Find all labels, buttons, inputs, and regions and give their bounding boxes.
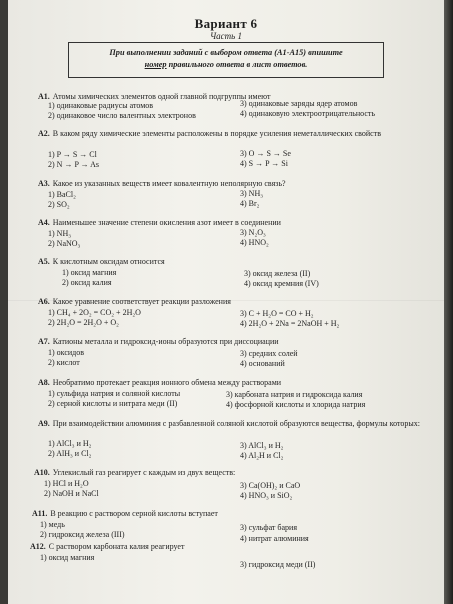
instruction-line-1: При выполнении заданий с выбором ответа (А1-А15) впишите (109, 48, 343, 57)
answer-option: 1) медь (40, 520, 65, 529)
worksheet-page (8, 0, 444, 604)
question-a3-text: А3. Какое из указанных веществ имеет ковалентную неполярную связь? (38, 179, 286, 188)
answer-option: 2) кислот (48, 358, 80, 367)
question-a10-text: А10. Углекислый газ реагирует с каждым из двух веществ: (34, 468, 236, 477)
answer-option: 4) одинаковую электроотрицательность (240, 109, 376, 118)
answer-option: 4) оснований (240, 359, 285, 368)
answer-option: 2) N → P → As (48, 160, 100, 169)
question-number: А10. (34, 468, 50, 477)
question-number: А5. (38, 257, 50, 266)
answer-option: 4) HNO₃ и SiO₂ (240, 491, 293, 500)
instruction-line-2 (69, 59, 383, 71)
answer-option: 1) оксид магния (40, 553, 95, 562)
part-subtitle: Часть 1 (209, 31, 243, 41)
answer-option: 4) оксид кремния (IV) (244, 279, 319, 288)
answer-option: 3) одинаковые заряды ядер атомов (240, 99, 358, 108)
answer-option: 4) Br₂ (240, 199, 260, 208)
question-a2-text: А2. В каком ряду химические элементы расположены в порядке усиления неметаллических свойств (38, 129, 381, 138)
answer-option: 1) сульфида натрия и соляной кислоты (48, 389, 181, 398)
answer-option: 2) NaNO₃ (48, 239, 81, 248)
answer-option: 3) оксид железа (II) (244, 269, 311, 278)
instruction-box (68, 42, 384, 78)
answer-option: 3) сульфат бария (240, 523, 298, 532)
background-shadow (444, 0, 453, 604)
question-a9-text: А9. При взаимодействии алюминия с разбавленной соляной кислотой образуются вещества, формулы которых: (38, 419, 420, 428)
answer-option: 4) фосфорной кислоты и хлорида натрия (226, 400, 366, 409)
answer-option: 3) Ca(OH)₂ и CaO (240, 481, 301, 490)
answer-option: 4) HNO₂ (240, 238, 269, 247)
answer-option: 3) N₂O₃ (240, 228, 266, 237)
answer-option: 4) S → P → Si (240, 159, 288, 168)
question-number: А8. (38, 378, 50, 387)
answer-option: 2) оксид калия (62, 278, 112, 287)
question-a11-text: А11. В реакцию с раствором серной кислоты вступает (32, 509, 218, 518)
question-number: А3. (38, 179, 50, 188)
question-number: А7. (38, 337, 50, 346)
question-number: А2. (38, 129, 50, 138)
question-number: А6. (38, 297, 50, 306)
instruction-underlined-word: номер (144, 60, 167, 69)
question-number: А1. (38, 92, 50, 101)
answer-option: 1) CH₄ + 2O₂ = CO₂ + 2H₂O (48, 308, 141, 317)
answer-option: 4) 2H₂O + 2Na = 2NaOH + H₂ (240, 319, 340, 328)
answer-option: 2) 2H₂O = 2H₂O + O₂ (48, 318, 119, 327)
answer-option: 1) HCl и H₂O (44, 479, 89, 488)
answer-option: 1) оксид магния (62, 268, 117, 277)
question-a12-text: А12. С раствором карбоната калия реагирует (30, 542, 185, 551)
answer-option: 2) одинаковое число валентных электронов (48, 111, 196, 120)
question-a5-text: А5. К кислотным оксидам относится (38, 257, 165, 266)
answer-option: 3) C + H₂O = CO + H₂ (240, 309, 314, 318)
answer-option: 1) BaCl₂ (48, 190, 76, 199)
variant-title: Вариант 6 (194, 16, 258, 31)
question-number: А9. (38, 419, 50, 428)
question-number: А4. (38, 218, 50, 227)
answer-option: 2) AlH₃ и Cl₂ (48, 449, 92, 458)
answer-option: 1) P → S → Cl (48, 150, 97, 159)
question-a4-text: А4. Наименьшее значение степени окисления азот имеет в соединении (38, 218, 281, 227)
question-a6-text: А6. Какое уравнение соответствует реакции разложения (38, 297, 231, 306)
answer-option: 3) карбоната натрия и гидроксида калия (226, 390, 363, 399)
question-a7-text: А7. Катионы металла и гидроксид-ионы образуются при диссоциации (38, 337, 279, 346)
question-number: А11. (32, 509, 48, 518)
answer-option: 4) нитрат алюминия (240, 534, 309, 543)
answer-option: 3) средних солей (240, 349, 298, 358)
question-number: А12. (30, 542, 46, 551)
answer-option: 3) NH₃ (240, 189, 264, 198)
answer-option: 2) гидроксид железа (III) (40, 530, 125, 539)
paper-fold (8, 300, 444, 301)
answer-option: 1) AlCl₃ и H₂ (48, 439, 92, 448)
answer-option: 2) серной кислоты и нитрата меди (II) (48, 399, 178, 408)
question-a8-text: А8. Необратимо протекает реакция ионного обмена между растворами (38, 378, 282, 387)
question-a1-text: А1. Атомы химических элементов одной главной подгруппы имеют (38, 92, 271, 101)
answer-option: 3) AlCl₃ и H₂ (240, 441, 284, 450)
answer-option: 3) O → S → Se (240, 149, 291, 158)
answer-option: 2) SO₂ (48, 200, 70, 209)
answer-option: 3) гидроксид меди (II) (240, 560, 316, 569)
answer-option: 1) NH₃ (48, 229, 72, 238)
answer-option: 1) оксидов (48, 348, 85, 357)
answer-option: 4) Al₂H и Cl₂ (240, 451, 284, 460)
answer-option: 1) одинаковые радиусы атомов (48, 101, 154, 110)
instruction-line-2-rest: правильного ответа в лист ответов. (166, 60, 308, 69)
answer-option: 2) NaOH и NaCl (44, 489, 99, 498)
